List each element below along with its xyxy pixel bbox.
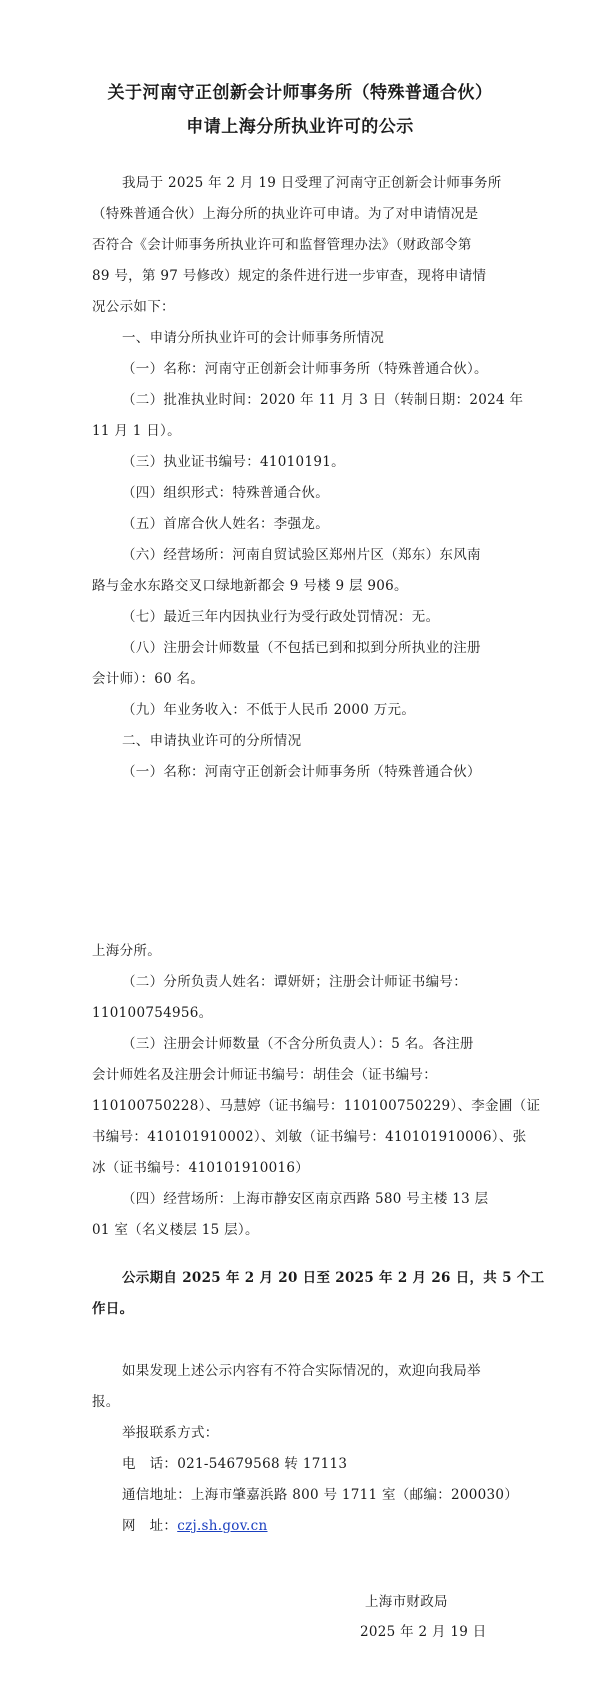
item-1-8 (92, 633, 510, 695)
item-line: 01 室（名义楼层 15 层）。 (92, 1222, 259, 1238)
report-line: 报。 (92, 1394, 120, 1410)
contact-website (122, 1511, 540, 1542)
item-2-2 (92, 967, 510, 1029)
item-1-5: （五）首席合伙人姓名：李强龙。 (122, 516, 329, 532)
contact-heading: 举报联系方式： (122, 1425, 219, 1441)
section1-heading: 一、申请分所执业许可的会计师事务所情况 (122, 330, 385, 346)
intro-line: 况公示如下： (92, 299, 175, 315)
item-line: 110100750228）、马慧婷（证书编号：110100750229）、李金圃（证 (92, 1098, 541, 1114)
intro-line: 89 号，第 97 号修改）规定的条件进行进一步审查，现将申请情 (92, 268, 487, 284)
phone-value: 021-54679568 转 17113 (177, 1456, 348, 1472)
report-paragraph (92, 1356, 510, 1418)
item-1-3: （三）执业证书编号：41010191。 (122, 454, 345, 470)
address-label: 通信地址： (122, 1487, 191, 1503)
item-line: （三）注册会计师数量（不含分所负责人）：5 名。各注册 (122, 1036, 474, 1052)
item-2-1-continued: 上海分所。 (92, 943, 161, 959)
item-1-2 (92, 385, 524, 447)
item-1-6 (92, 540, 510, 602)
item-line: （四）经营场所：上海市静安区南京西路 580 号主楼 13 层 (122, 1191, 489, 1207)
title-line-1: 关于河南守正创新会计师事务所（特殊普通合伙） (107, 83, 493, 103)
item-2-4 (92, 1184, 510, 1246)
item-line: 会计师姓名及注册会计师证书编号：胡佳会（证书编号： (92, 1067, 437, 1083)
item-line: 冰（证书编号：410101910016） (92, 1160, 310, 1176)
item-line: 110100754956。 (92, 1005, 213, 1021)
address-value: 上海市肇嘉浜路 800 号 1711 室（邮编：200030） (191, 1487, 519, 1503)
period-line: 作日。 (92, 1301, 134, 1317)
item-1-7: （七）最近三年内因执业行为受行政处罚情况：无。 (122, 609, 440, 625)
report-line: 如果发现上述公示内容有不符合实际情况的，欢迎向我局举 (122, 1363, 481, 1379)
intro-line: 我局于 2025 年 2 月 19 日受理了河南守正创新会计师事务所 (122, 175, 502, 191)
website-link[interactable]: czj.sh.gov.cn (177, 1518, 268, 1534)
signature: 上海市财政局 (365, 1594, 448, 1610)
item-line: 路与金水东路交叉口绿地新都会 9 号楼 9 层 906。 (92, 578, 408, 594)
item-line: （二）批准执业时间：2020 年 11 月 3 日（转制日期：2024 年 (122, 392, 524, 408)
contact-phone (122, 1449, 540, 1480)
item-line: 会计师）：60 名。 (92, 671, 205, 687)
period-line: 公示期自 2025 年 2 月 20 日至 2025 年 2 月 26 日，共 5 个工 (122, 1270, 545, 1286)
item-line: （六）经营场所：河南自贸试验区郑州片区（郑东）东风南 (122, 547, 481, 563)
intro-line: 否符合《会计师事务所执业许可和监督管理办法》（财政部令第 (92, 237, 472, 253)
phone-label: 电 话： (122, 1456, 178, 1472)
item-line: （八）注册会计师数量（不包括已到和拟到分所执业的注册 (122, 640, 481, 656)
item-line: （二）分所负责人姓名：谭妍妍；注册会计师证书编号： (122, 974, 467, 990)
item-2-3 (92, 1029, 541, 1184)
item-1-1: （一）名称：河南守正创新会计师事务所（特殊普通合伙）。 (122, 361, 488, 377)
item-2-1: （一）名称：河南守正创新会计师事务所（特殊普通合伙） (122, 764, 481, 780)
item-line: 书编号：410101910002）、刘敏（证书编号：410101910006）、张 (92, 1129, 527, 1145)
item-1-9: （九）年业务收入：不低于人民币 2000 万元。 (122, 702, 416, 718)
item-line: 11 月 1 日）。 (92, 423, 181, 439)
publicity-period (92, 1263, 545, 1325)
item-1-4: （四）组织形式：特殊普通合伙。 (122, 485, 329, 501)
web-label: 网 址： (122, 1518, 178, 1534)
intro-line: （特殊普通合伙）上海分所的执业许可申请。为了对申请情况是 (92, 206, 479, 222)
contact-address (122, 1480, 540, 1511)
title-line-2: 申请上海分所执业许可的公示 (186, 117, 414, 137)
section2-heading: 二、申请执业许可的分所情况 (122, 733, 302, 749)
signature-date: 2025 年 2 月 19 日 (360, 1624, 487, 1640)
intro-paragraph (92, 168, 510, 323)
